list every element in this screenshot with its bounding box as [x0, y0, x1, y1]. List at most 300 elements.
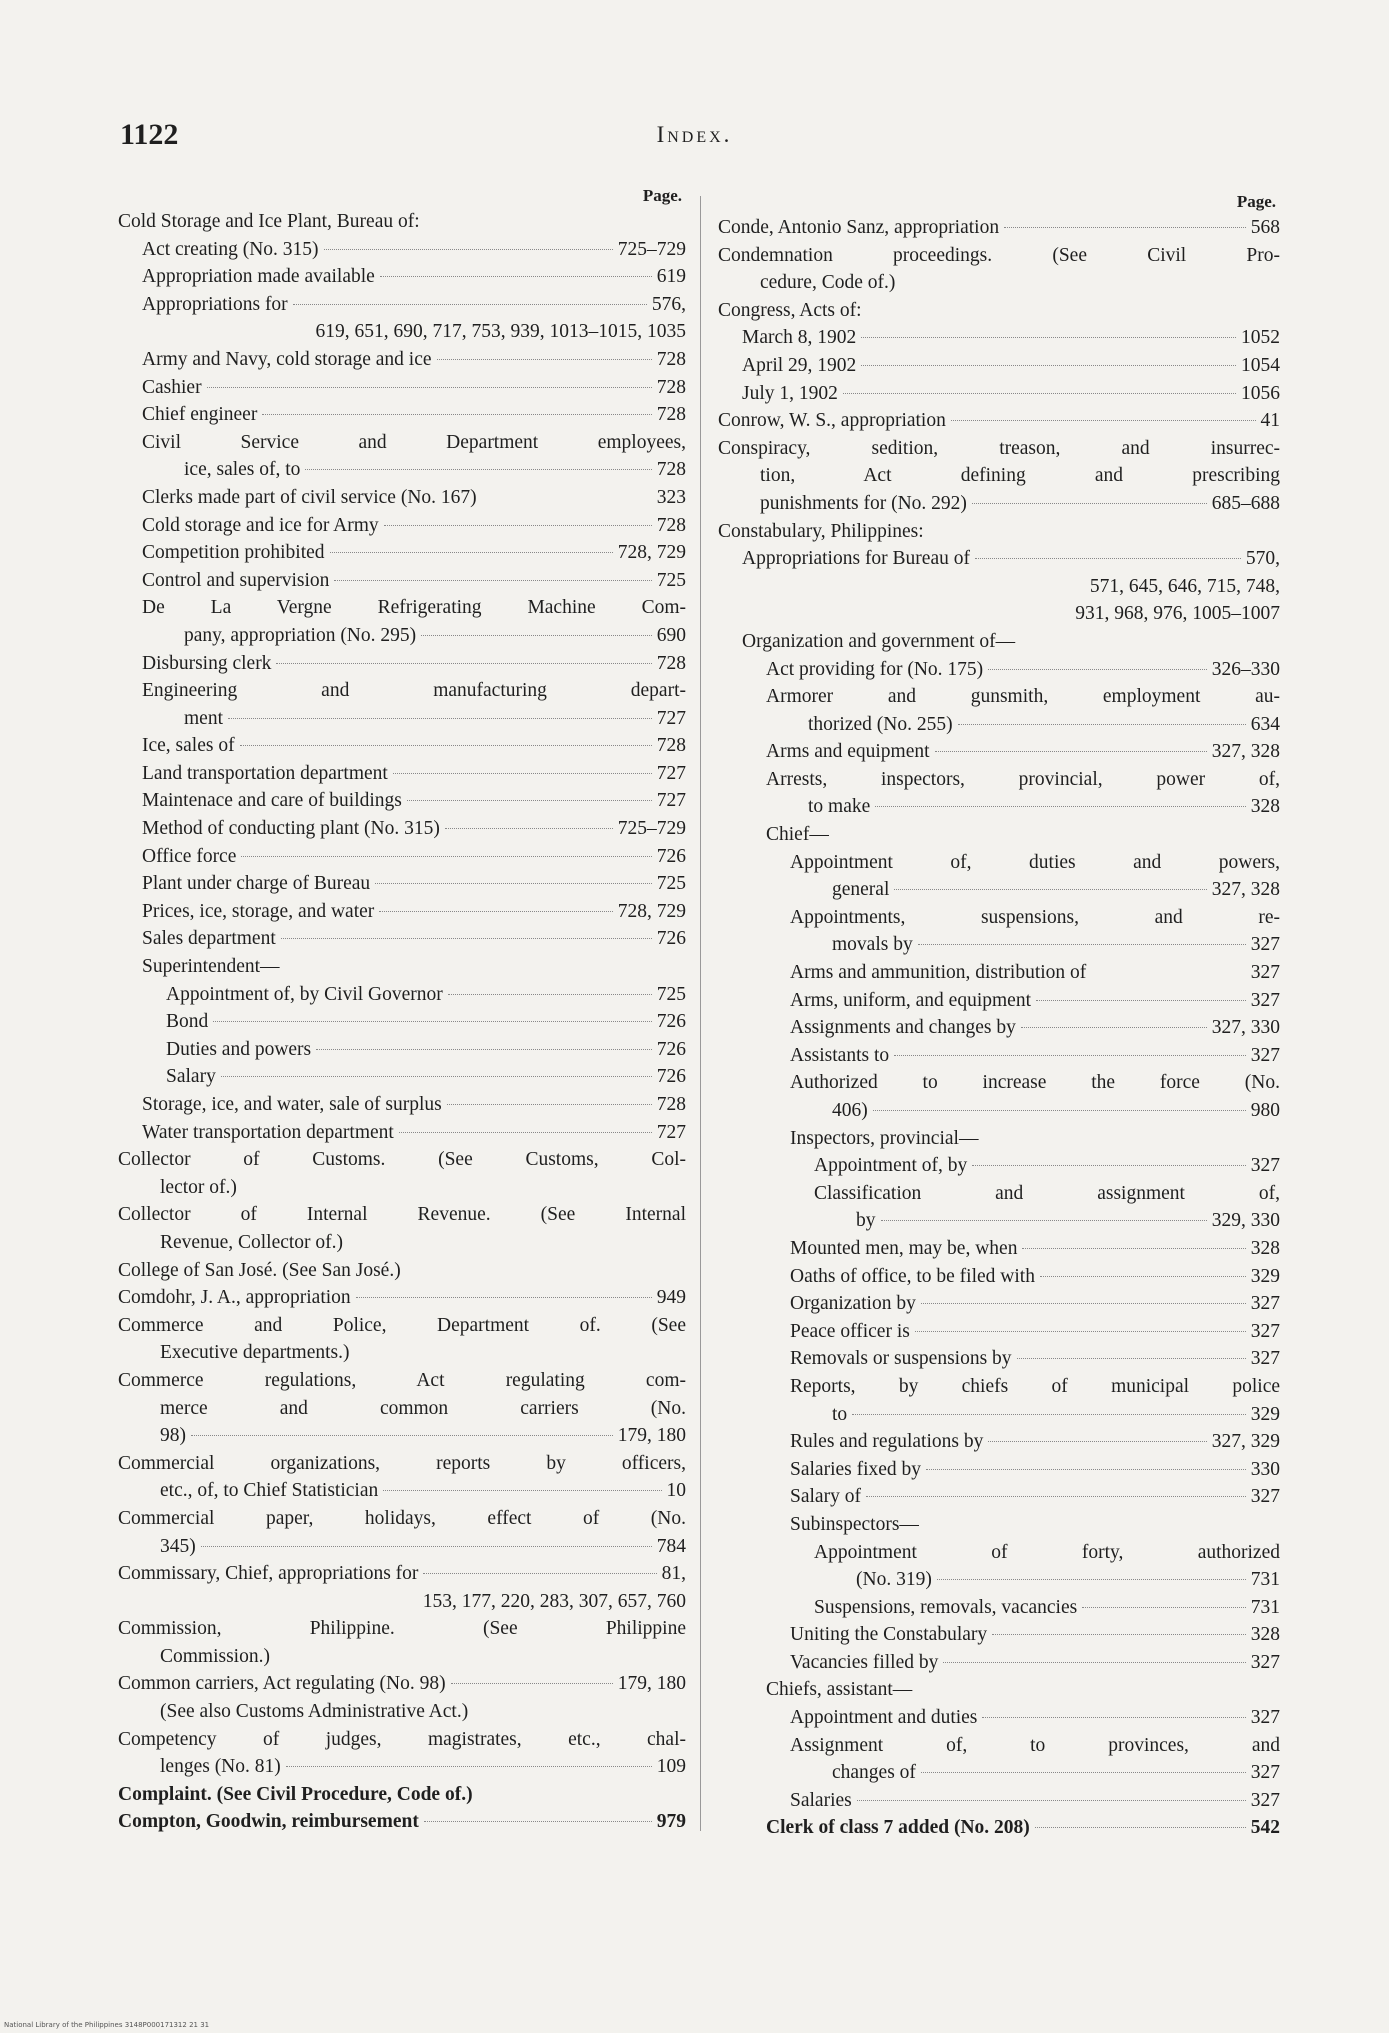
- index-line: [166, 1036, 686, 1064]
- index-line: [142, 429, 686, 457]
- index-line: [118, 1367, 686, 1395]
- index-line: [742, 600, 1280, 628]
- page-column-label: Page.: [1236, 192, 1276, 211]
- page-reference: 327: [1250, 1651, 1280, 1673]
- page-reference: 41: [1260, 410, 1280, 432]
- index-line: [142, 1091, 686, 1119]
- dot-leader: [921, 1772, 1246, 1773]
- dot-leader: [937, 1579, 1246, 1580]
- index-line: [142, 567, 686, 595]
- dot-leader: [843, 393, 1236, 394]
- dot-leader: [915, 1331, 1246, 1332]
- index-line: [118, 1670, 686, 1698]
- entry-text: Organization and government of—: [742, 630, 1016, 652]
- entry-text: Arms and ammunition, distribution of: [790, 962, 1087, 984]
- entry-text: Arms, uniform, and equipment: [790, 989, 1031, 1011]
- entry-text: Chief—: [766, 824, 829, 846]
- entry-text: merce and common carriers (No.: [160, 1397, 686, 1419]
- page-reference: 329: [1250, 1403, 1280, 1425]
- entry-text: 345): [160, 1535, 196, 1557]
- index-entry: [718, 1263, 1280, 1291]
- page-reference: 619: [656, 266, 686, 288]
- dot-leader: [191, 1435, 613, 1436]
- index-line: [790, 1290, 1280, 1318]
- dot-leader: [384, 525, 652, 526]
- dot-leader: [972, 1165, 1245, 1166]
- dot-leader: [881, 1220, 1207, 1221]
- index-line: [142, 843, 686, 871]
- index-entry: [118, 898, 686, 926]
- page-reference: 329: [1250, 1265, 1280, 1287]
- entry-text: 98): [160, 1425, 186, 1447]
- index-entry: [118, 263, 686, 291]
- dot-leader: [334, 580, 651, 581]
- index-entry: [718, 1125, 1280, 1153]
- index-line: [766, 711, 1280, 739]
- index-line: [142, 650, 686, 678]
- index-entry: [118, 429, 686, 484]
- page-reference: 327: [1250, 1707, 1280, 1729]
- dot-leader: [861, 337, 1236, 338]
- dot-leader: [421, 635, 652, 636]
- dot-leader: [324, 249, 613, 250]
- page-reference: 328: [1250, 796, 1280, 818]
- entry-text: Collector of Customs. (See Customs, Col-: [118, 1149, 686, 1171]
- entry-text: Commissary, Chief, appropriations for: [118, 1563, 419, 1585]
- index-line: [766, 766, 1280, 794]
- index-line: [118, 1257, 686, 1285]
- entry-text: Vacancies filled by: [790, 1651, 939, 1673]
- page-reference: 726: [656, 1066, 686, 1088]
- page-reference: 1056: [1241, 382, 1280, 404]
- entry-text: Collector of Internal Revenue. (See Internal: [118, 1204, 686, 1226]
- entry-text: Commercial paper, holidays, effect of (No.: [118, 1507, 686, 1529]
- index-entry: [118, 1063, 686, 1091]
- page-reference: 327, 328: [1211, 741, 1280, 763]
- entry-text: Competition prohibited: [142, 542, 325, 564]
- index-line: [142, 787, 686, 815]
- index-line: [790, 1732, 1280, 1760]
- index-entry: [118, 650, 686, 678]
- dot-leader: [316, 1049, 652, 1050]
- index-line: [766, 738, 1280, 766]
- entry-text: Clerks made part of civil service (No. 167): [142, 486, 477, 508]
- dot-leader: [972, 503, 1207, 504]
- index-line: [118, 1753, 686, 1781]
- index-entry: [718, 904, 1280, 959]
- index-line: [790, 876, 1280, 904]
- index-line: [166, 981, 686, 1009]
- index-entry: [718, 656, 1280, 684]
- index-entry: [118, 760, 686, 788]
- entry-text: by: [856, 1210, 876, 1232]
- index-line: [118, 1726, 686, 1754]
- page-reference: 634: [1250, 713, 1280, 735]
- entry-text: Commercial organizations, reports by officers,: [118, 1452, 686, 1474]
- entry-text: pany, appropriation (No. 295): [184, 624, 417, 646]
- index-entry: [718, 1676, 1280, 1704]
- index-entry: [718, 435, 1280, 518]
- index-entry: [118, 1091, 686, 1119]
- entry-text: Constabulary, Philippines:: [718, 520, 924, 542]
- page-reference: 728: [656, 459, 686, 481]
- index-line: [766, 1814, 1280, 1842]
- entry-text: Assignment of, to provinces, and: [790, 1734, 1280, 1756]
- index-line: [142, 898, 686, 926]
- index-line: [118, 208, 686, 236]
- index-line: [142, 374, 686, 402]
- page-reference: 728, 729: [617, 542, 686, 564]
- page-reference: 323: [656, 486, 686, 508]
- index-line: [814, 1180, 1280, 1208]
- entry-text: College of San José. (See San José.): [118, 1259, 401, 1281]
- page-column-label: Page.: [642, 186, 682, 205]
- entry-text: punishments for (No. 292): [760, 492, 967, 514]
- page-reference: 328: [1250, 1624, 1280, 1646]
- index-line: [142, 291, 686, 319]
- index-entry: [118, 1284, 686, 1312]
- index-entry: [718, 518, 1280, 546]
- dot-leader: [393, 773, 652, 774]
- entry-text: Cold storage and ice for Army: [142, 514, 379, 536]
- page-reference: 327: [1250, 962, 1280, 984]
- index-entry: [118, 1367, 686, 1450]
- index-entry: [718, 1814, 1280, 1842]
- index-line: [118, 1588, 686, 1616]
- index-entry: [718, 297, 1280, 325]
- index-entry: [718, 1649, 1280, 1677]
- index-line: [118, 1505, 686, 1533]
- page-reference: 784: [656, 1535, 686, 1557]
- index-line: [790, 1014, 1280, 1042]
- entry-text: Arms and equipment: [766, 741, 930, 763]
- index-entry: [718, 1787, 1280, 1815]
- entry-text: Salary: [166, 1066, 216, 1088]
- entry-text: Organization by: [790, 1293, 916, 1315]
- index-entry: [118, 1560, 686, 1615]
- index-entry: [118, 1808, 686, 1836]
- index-entry: [718, 1152, 1280, 1180]
- page-reference: 949: [656, 1287, 686, 1309]
- entry-text: Complaint. (See Civil Procedure, Code of.): [118, 1783, 473, 1805]
- entry-text: tion, Act defining and prescribing: [760, 465, 1280, 487]
- index-line: [814, 1594, 1280, 1622]
- index-entry: [118, 1257, 686, 1285]
- dot-leader: [262, 414, 651, 415]
- entry-text: Appointment of, by: [814, 1155, 968, 1177]
- dot-leader: [894, 1055, 1246, 1056]
- dot-leader: [943, 1662, 1245, 1663]
- index-line: [790, 1069, 1280, 1097]
- entry-text: (See also Customs Administrative Act.): [160, 1701, 469, 1723]
- dot-leader: [1036, 1000, 1246, 1001]
- index-entry: [718, 1014, 1280, 1042]
- index-line: [142, 705, 686, 733]
- index-entry: [718, 1069, 1280, 1124]
- page-reference: 726: [656, 1011, 686, 1033]
- dot-leader: [451, 1683, 613, 1684]
- page-reference: 726: [656, 845, 686, 867]
- entry-text: Compton, Goodwin, reimbursement: [118, 1811, 419, 1833]
- index-entry: [718, 242, 1280, 297]
- dot-leader: [201, 1546, 652, 1547]
- index-entry: [118, 870, 686, 898]
- page-reference: 326–330: [1211, 658, 1280, 680]
- index-entry: [718, 766, 1280, 821]
- entry-text: Subinspectors—: [790, 1513, 919, 1535]
- entry-text: Storage, ice, and water, sale of surplus: [142, 1094, 442, 1115]
- dot-leader: [407, 800, 652, 801]
- index-entry: [718, 1318, 1280, 1346]
- entry-text: Removals or suspensions by: [790, 1348, 1012, 1370]
- entry-text: Appointment of forty, authorized: [814, 1541, 1280, 1563]
- index-entry: [718, 738, 1280, 766]
- index-line: [142, 760, 686, 788]
- index-entry: [718, 628, 1280, 656]
- dot-leader: [356, 1297, 652, 1298]
- index-line: [790, 1428, 1280, 1456]
- dot-leader: [958, 724, 1246, 725]
- dot-leader: [975, 558, 1241, 559]
- index-entries-right: [718, 214, 1280, 1842]
- dot-leader: [866, 1496, 1246, 1497]
- page-reference: 685–688: [1211, 492, 1280, 514]
- entry-text: Rules and regulations by: [790, 1431, 984, 1453]
- index-line: [118, 1174, 686, 1202]
- entry-text: Appropriations for: [142, 293, 288, 315]
- index-line: [718, 242, 1280, 270]
- page-reference: 728: [656, 735, 686, 757]
- page-reference: 327: [1250, 1044, 1280, 1066]
- entry-text: Superintendent—: [142, 956, 280, 978]
- index-line: [742, 324, 1280, 352]
- page-reference: 725: [656, 983, 686, 1005]
- entry-text: Maintenace and care of buildings: [142, 790, 402, 812]
- entry-text: April 29, 1902: [742, 354, 857, 376]
- dot-leader: [992, 1634, 1246, 1635]
- dot-leader: [399, 1132, 652, 1133]
- index-entry: [118, 512, 686, 540]
- dot-leader: [1082, 1607, 1246, 1608]
- dot-leader: [951, 420, 1256, 421]
- index-entry: [118, 981, 686, 1009]
- entry-text: to: [832, 1403, 848, 1425]
- index-line: [790, 987, 1280, 1015]
- index-line: [118, 1146, 686, 1174]
- dot-leader: [221, 1076, 652, 1077]
- dot-leader: [1022, 1248, 1245, 1249]
- index-line: [814, 1539, 1280, 1567]
- entry-text: 406): [832, 1100, 868, 1121]
- entry-text: Act creating (No. 315): [142, 238, 319, 260]
- dot-leader: [982, 1717, 1245, 1718]
- index-line: [142, 263, 686, 291]
- page-reference: 726: [656, 928, 686, 950]
- dot-leader: [281, 938, 652, 939]
- entry-text: Common carriers, Act regulating (No. 98): [118, 1673, 446, 1695]
- index-line: [790, 959, 1280, 987]
- index-line: [142, 677, 686, 705]
- index-line: [766, 1676, 1280, 1704]
- page-reference: 728, 729: [617, 900, 686, 922]
- index-entry: [118, 1670, 686, 1725]
- running-title: Index.: [656, 122, 733, 147]
- index-line: [118, 1477, 686, 1505]
- entry-text: ice, sales of, to: [184, 459, 301, 481]
- index-line: [790, 1649, 1280, 1677]
- entry-text: Water transportation department: [142, 1121, 394, 1143]
- index-entry: [718, 987, 1280, 1015]
- entry-text: to make: [808, 796, 871, 818]
- index-entry: [118, 1036, 686, 1064]
- entry-text: Appointment and duties: [790, 1707, 978, 1729]
- index-line: [118, 1781, 686, 1809]
- index-line: [790, 1373, 1280, 1401]
- index-entry: [118, 1008, 686, 1036]
- page-reference: 728: [656, 514, 686, 536]
- dot-leader: [375, 883, 652, 884]
- index-entry: [718, 1621, 1280, 1649]
- index-line: [118, 1422, 686, 1450]
- index-entry: [718, 545, 1280, 628]
- dot-leader: [241, 856, 651, 857]
- index-line: [814, 1566, 1280, 1594]
- index-line: [790, 1097, 1280, 1125]
- index-line: [166, 1063, 686, 1091]
- index-line: [142, 732, 686, 760]
- index-line: [790, 931, 1280, 959]
- index-entry: [118, 925, 686, 953]
- index-line: [142, 236, 686, 264]
- index-line: [742, 573, 1280, 601]
- dot-leader: [873, 1110, 1246, 1111]
- page-reference: 725: [656, 873, 686, 895]
- index-line: [790, 1759, 1280, 1787]
- page-reference: 327: [1250, 1293, 1280, 1315]
- entry-text: Act providing for (No. 175): [766, 658, 984, 680]
- index-entry: [118, 291, 686, 346]
- dot-leader: [1021, 1027, 1207, 1028]
- index-entry: [718, 1373, 1280, 1428]
- index-line: [166, 1008, 686, 1036]
- dot-leader: [852, 1414, 1246, 1415]
- index-line: [790, 1401, 1280, 1429]
- entry-text: Civil Service and Department employees,: [142, 431, 686, 453]
- index-entry: [718, 683, 1280, 738]
- index-line: [142, 456, 686, 484]
- index-column-right: [718, 186, 1280, 1842]
- entry-text: Appropriation made available: [142, 266, 375, 288]
- index-line: [118, 1808, 686, 1836]
- index-entry: [118, 843, 686, 871]
- index-line: [790, 1345, 1280, 1373]
- index-line: [118, 1201, 686, 1229]
- page-reference: 327, 330: [1211, 1017, 1280, 1039]
- index-entry: [718, 1732, 1280, 1787]
- index-entries-left: [118, 208, 686, 1836]
- entry-text: Uniting the Constabulary: [790, 1624, 988, 1646]
- index-entry: [718, 821, 1280, 849]
- index-line: [118, 1698, 686, 1726]
- page-reference: 81,: [661, 1563, 686, 1585]
- index-line: [814, 1152, 1280, 1180]
- entry-text: Revenue, Collector of.): [160, 1231, 344, 1253]
- dot-leader: [424, 1821, 652, 1822]
- dot-leader: [380, 276, 652, 277]
- entry-text: Competency of judges, magistrates, etc., chal-: [118, 1728, 686, 1750]
- page-reference: 179, 180: [617, 1425, 686, 1447]
- page-reference: 10: [666, 1480, 686, 1502]
- page-reference: 725: [656, 569, 686, 591]
- index-line: [142, 925, 686, 953]
- index-entry: [118, 1146, 686, 1201]
- entry-text: Condemnation proceedings. (See Civil Pro-: [718, 244, 1280, 266]
- entry-text: Congress, Acts of:: [718, 299, 862, 321]
- page-reference: 568: [1250, 217, 1280, 238]
- index-entry: [118, 1781, 686, 1809]
- index-entry: [718, 1428, 1280, 1456]
- page-reference: 728: [656, 652, 686, 674]
- dot-leader: [861, 365, 1236, 366]
- index-line: [790, 1511, 1280, 1539]
- page-reference: 109: [656, 1756, 686, 1778]
- entry-text: lector of.): [160, 1176, 237, 1198]
- dot-leader: [918, 944, 1246, 945]
- index-line: [718, 269, 1280, 297]
- index-line: [790, 1456, 1280, 1484]
- index-line: [142, 1119, 686, 1147]
- entry-text: general: [832, 879, 890, 901]
- entry-text: Plant under charge of Bureau: [142, 873, 371, 895]
- index-line: [118, 1284, 686, 1312]
- entry-text: Engineering and manufacturing depart-: [142, 680, 686, 702]
- dot-leader: [213, 1021, 651, 1022]
- page-reference: 327: [1250, 1348, 1280, 1370]
- index-line: [790, 1621, 1280, 1649]
- page-reference: 327: [1250, 1320, 1280, 1342]
- page-reference: 542: [1250, 1817, 1280, 1839]
- dot-leader: [448, 994, 652, 995]
- index-entry: [718, 1290, 1280, 1318]
- entry-text: Conrow, W. S., appropriation: [718, 410, 946, 432]
- index-line: [718, 407, 1280, 435]
- index-line: [142, 318, 686, 346]
- dot-leader: [240, 745, 652, 746]
- page-reference: 725–729: [617, 238, 686, 260]
- entry-text: 571, 645, 646, 715, 748,: [1089, 575, 1280, 597]
- dot-leader: [894, 889, 1206, 890]
- page-reference: 327: [1250, 989, 1280, 1011]
- index-entry: [118, 1726, 686, 1781]
- entry-text: Inspectors, provincial—: [790, 1127, 979, 1149]
- page-reference: 329, 330: [1211, 1210, 1280, 1232]
- page-reference: 1054: [1241, 354, 1280, 376]
- index-line: [790, 1235, 1280, 1263]
- dot-leader: [988, 669, 1207, 670]
- entry-text: Sales department: [142, 928, 276, 950]
- entry-text: Commission, Philippine. (See Philippine: [118, 1618, 686, 1640]
- entry-text: Assistants to: [790, 1044, 890, 1066]
- entry-text: Disbursing clerk: [142, 652, 272, 674]
- page-reference: 327: [1250, 1155, 1280, 1177]
- dot-leader: [875, 806, 1245, 807]
- index-line: [742, 352, 1280, 380]
- entry-text: Clerk of class 7 added (No. 208): [766, 1817, 1030, 1839]
- entry-text: movals by: [832, 934, 913, 956]
- entry-text: Office force: [142, 845, 237, 867]
- entry-text: 619, 651, 690, 717, 753, 939, 1013–1015, 1035: [315, 321, 686, 343]
- entry-text: Appropriations for Bureau of: [742, 548, 970, 570]
